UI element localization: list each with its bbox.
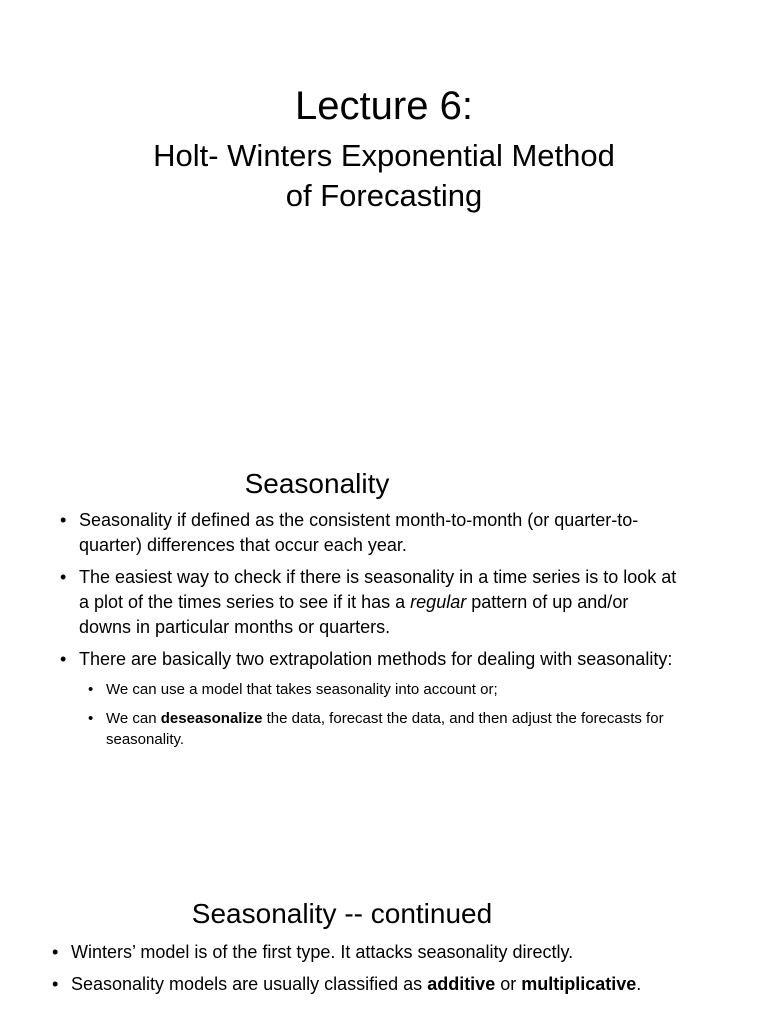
slide-title	[0, 0, 768, 430]
bullet-item: • There are basically two extrapolation methods for dealing with seasonality:	[58, 647, 678, 672]
lecture-title: Lecture 6:	[295, 84, 473, 128]
subtitle-line-1: Holt- Winters Exponential Method	[153, 138, 615, 173]
emphasis-text: regular	[410, 592, 467, 612]
slide-body	[58, 508, 678, 758]
bullet-item: • Seasonality if defined as the consistent month-to-month (or quarter-to-quarter) differences that occur each year.	[58, 508, 678, 558]
lecture-subtitle	[0, 136, 768, 216]
bold-text: additive	[427, 974, 496, 994]
bullet-text: We can	[106, 710, 161, 727]
subtitle-line-2: of Forecasting	[285, 178, 483, 213]
slide-heading: Seasonality -- continued	[191, 898, 493, 929]
bullet-item: • Winters’ model is of the first type. It attacks seasonality directly.	[50, 940, 670, 965]
slide-heading: Seasonality	[244, 468, 390, 499]
bullet-text: Seasonality models are usually classified as	[71, 974, 428, 994]
bold-text: multiplicative	[521, 974, 637, 994]
sub-bullet-item	[86, 708, 678, 750]
slide-seasonality-continued	[0, 860, 768, 1024]
bold-text: deseasonalize	[160, 710, 263, 727]
bullet-text: the data, forecast the data, and then adjust the forecasts for seasonality.	[106, 710, 664, 748]
bullet-item	[58, 565, 678, 640]
sub-bullet-item: • We can use a model that takes seasonality into account or;	[86, 679, 678, 700]
slide-seasonality	[0, 430, 768, 860]
slide-body	[50, 940, 670, 1004]
bullet-text: or	[495, 974, 522, 994]
bullet-item	[50, 972, 670, 997]
bullet-text: The easiest way to check if there is seasonality in a time series is to look at a plot of the times series to see if it has a	[79, 567, 677, 612]
bullet-text: .	[636, 974, 642, 994]
bullet-text: pattern of up and/or downs in particular months or quarters.	[79, 592, 629, 637]
